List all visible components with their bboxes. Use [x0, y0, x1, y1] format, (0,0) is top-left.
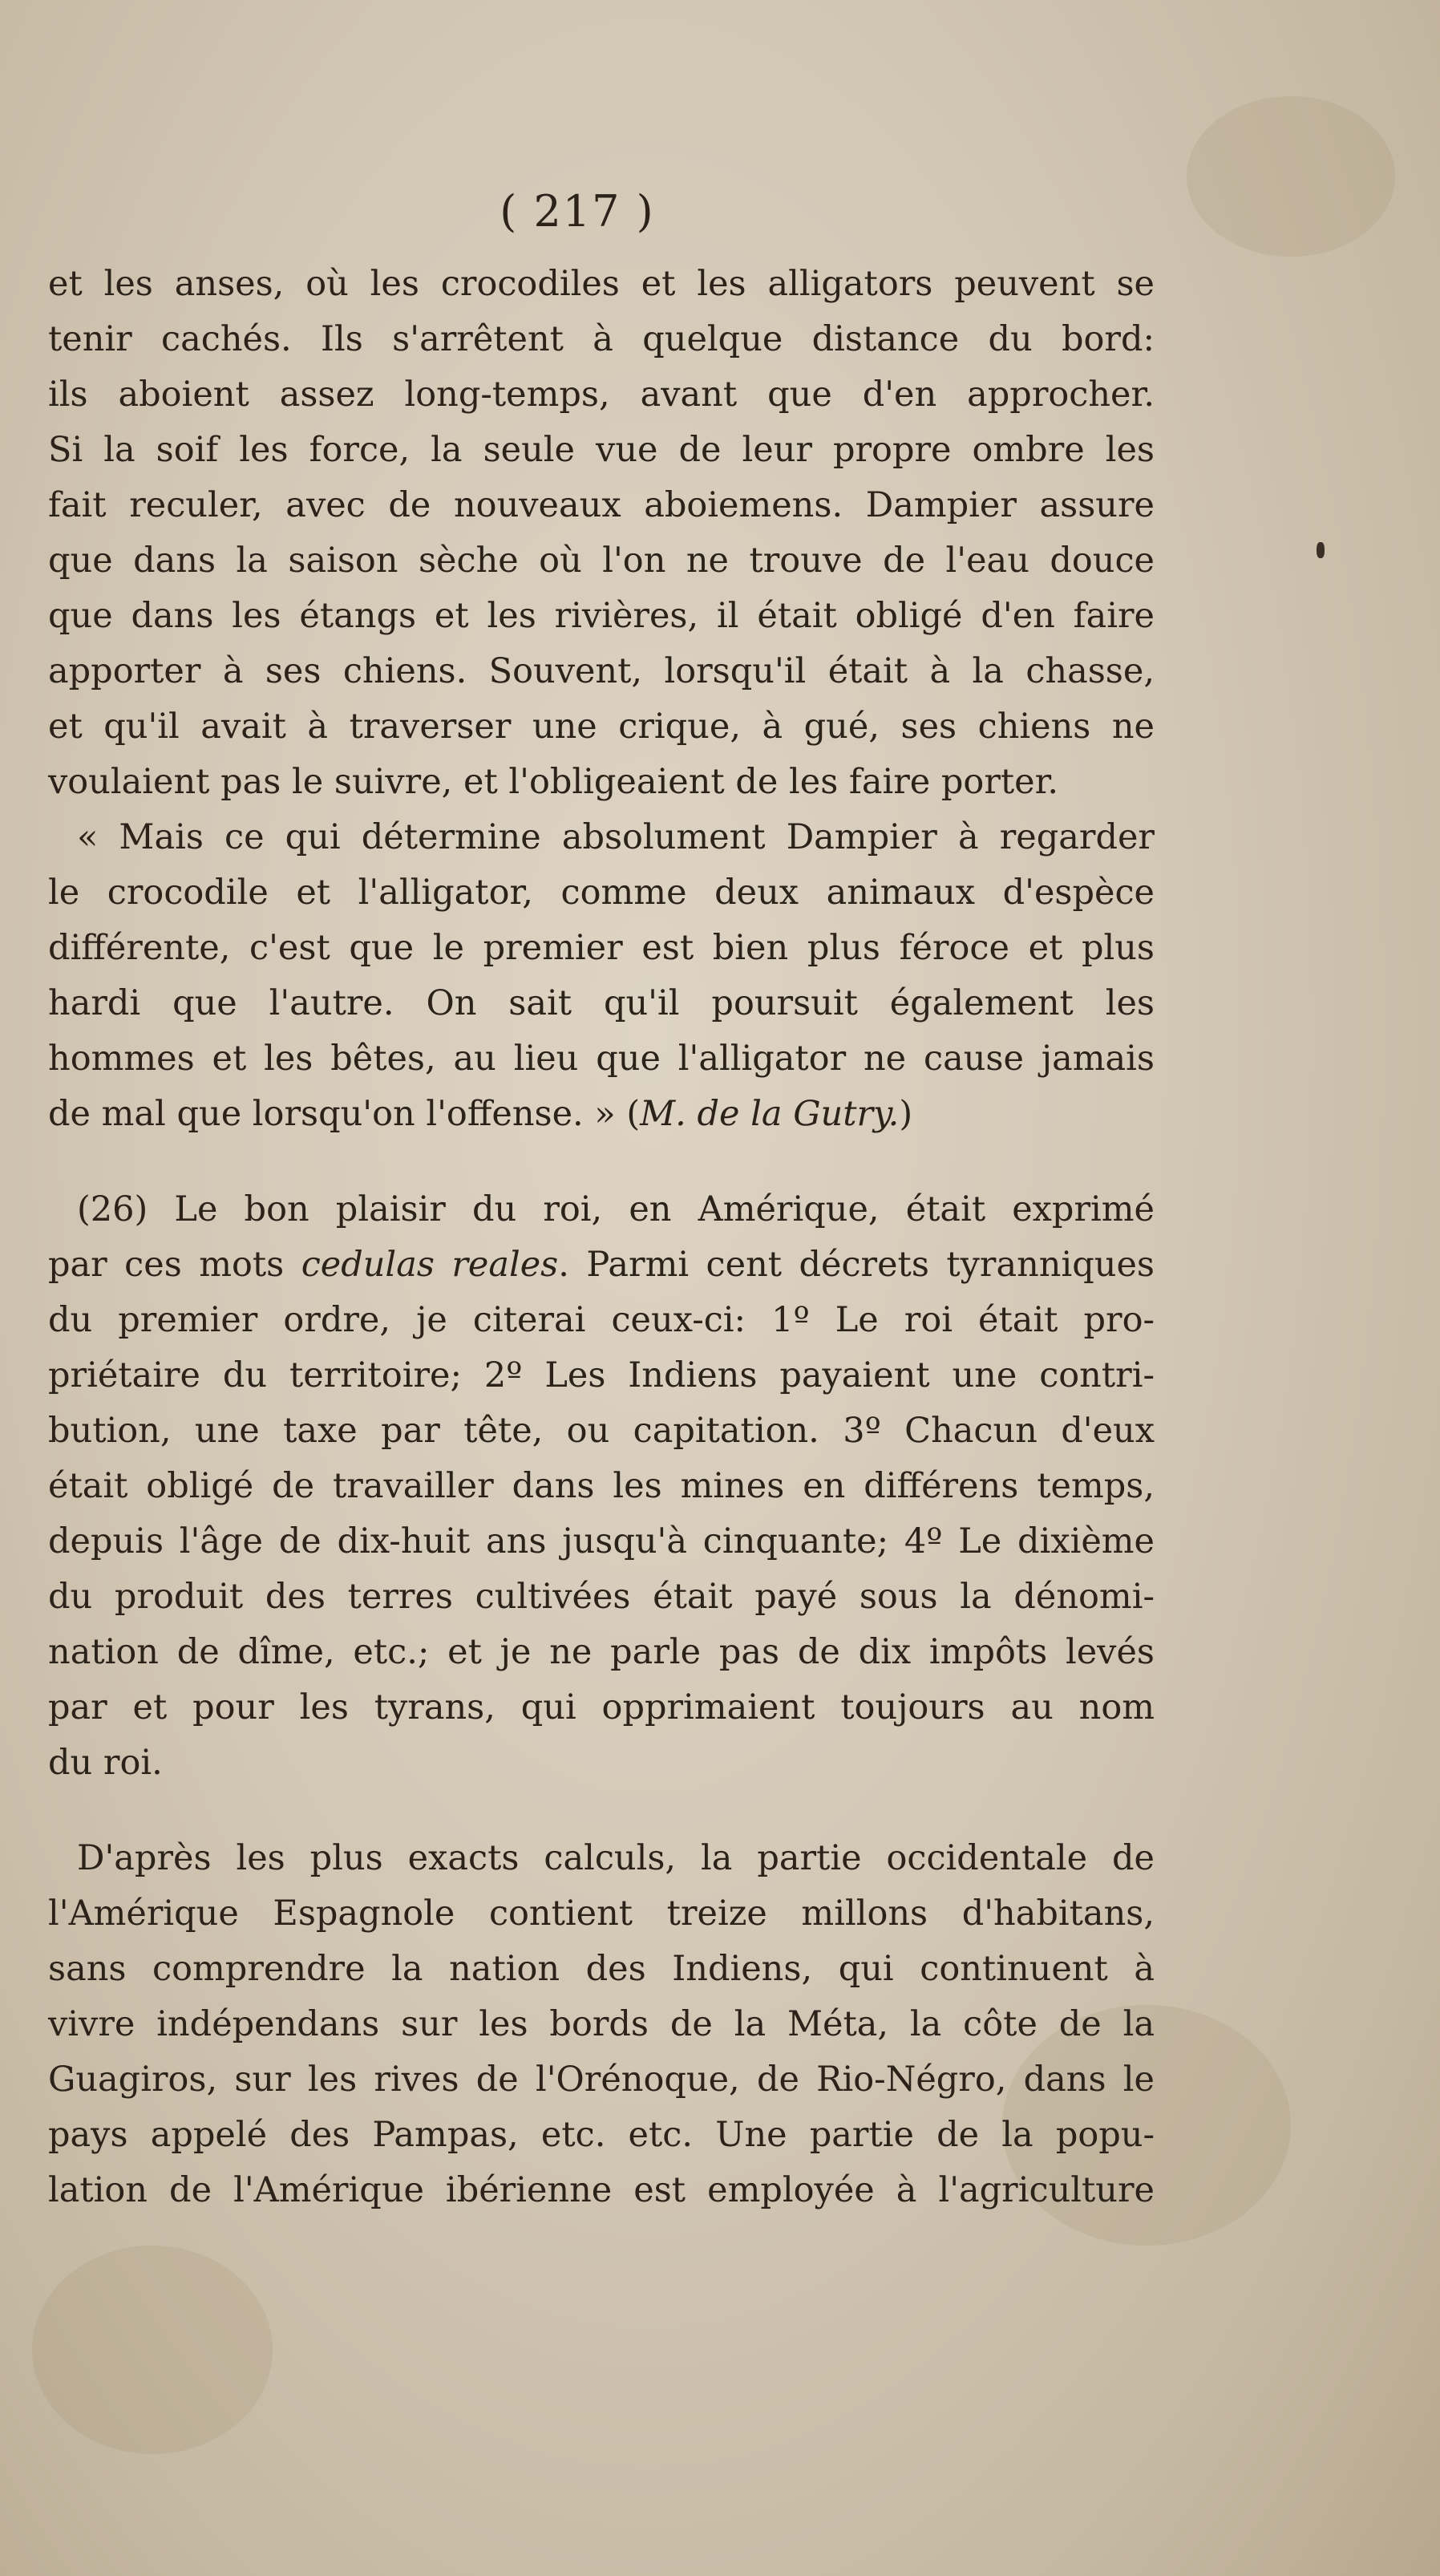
citation-author: M. de la Gutry.: [640, 1094, 900, 1134]
text-line: (26) Le bon plaisir du roi, en Amérique, était exprimé: [77, 1189, 1155, 1229]
line-text: par ces mots: [48, 1245, 301, 1285]
text-line: et qu'il avait à traverser une crique, à gué, ses chiens ne: [48, 707, 1155, 747]
paragraph-4: [48, 1831, 1155, 2218]
line-text: . Parmi cent décrets tyranniques: [558, 1245, 1155, 1285]
text-line: apporter à ses chiens. Souvent, lorsqu'il était à la chasse,: [48, 651, 1155, 691]
text-line: pays appelé des Pampas, etc. etc. Une partie de la popu-: [48, 2115, 1155, 2155]
text-line: Guagiros, sur les rives de l'Orénoque, de Rio-Négro, dans le: [48, 2060, 1155, 2100]
text-line: nation de dîme, etc.; et je ne parle pas de dix impôts levés: [48, 1632, 1155, 1672]
text-line: sans comprendre la nation des Indiens, qui continuent à: [48, 1949, 1155, 1989]
text-line: tenir cachés. Ils s'arrêtent à quelque distance du bord:: [48, 319, 1155, 359]
line-text: de mal que lorsqu'on l'offense. » (: [48, 1094, 641, 1134]
body-text: [48, 257, 1155, 2218]
text-line: voulaient pas le suivre, et l'obligeaient de les faire porter.: [48, 762, 1059, 802]
text-line: Si la soif les force, la seule vue de leur propre ombre les: [48, 430, 1155, 470]
text-line: bution, une taxe par tête, ou capitation. 3º Chacun d'eux: [48, 1411, 1155, 1451]
text-line: du roi.: [48, 1743, 163, 1783]
text-line: que dans la saison sèche où l'on ne trouve de l'eau douce: [48, 541, 1155, 581]
text-line: lation de l'Amérique ibérienne est employée à l'agriculture: [48, 2170, 1155, 2210]
italic-term: cedulas reales: [301, 1245, 559, 1285]
text-line: et les anses, où les crocodiles et les alligators peuvent se: [48, 264, 1155, 304]
text-line: par et pour les tyrans, qui opprimaient toujours au nom: [48, 1687, 1155, 1727]
paragraph-1: [48, 257, 1155, 810]
text-line: « Mais ce qui détermine absolument Dampier à regarder: [77, 817, 1155, 857]
page-number: ( 217 ): [500, 186, 655, 237]
paragraph-2: [48, 810, 1155, 1142]
text-line: le crocodile et l'alligator, comme deux animaux d'espèce: [48, 873, 1155, 913]
text-line: [48, 1087, 1155, 1142]
text-line: priétaire du territoire; 2º Les Indiens payaient une contri-: [48, 1355, 1155, 1395]
text-line: fait reculer, avec de nouveaux aboiemens. Dampier assure: [48, 485, 1155, 525]
text-line: que dans les étangs et les rivières, il était obligé d'en faire: [48, 596, 1155, 636]
text-line: ils aboient assez long-temps, avant que d'en approcher.: [48, 375, 1155, 415]
paragraph-3-note-26: [48, 1182, 1155, 1791]
text-line: était obligé de travailler dans les mines en différens temps,: [48, 1466, 1155, 1506]
text-line: depuis l'âge de dix-huit ans jusqu'à cinquante; 4º Le dixième: [48, 1521, 1155, 1561]
text-line: du produit des terres cultivées était payé sous la dénomi-: [48, 1577, 1155, 1617]
text-line: D'après les plus exacts calculs, la partie occidentale de: [77, 1838, 1155, 1878]
text-line: vivre indépendans sur les bords de la Méta, la côte de la: [48, 2004, 1155, 2044]
text-line: [48, 1237, 1155, 1293]
text-line: hardi que l'autre. On sait qu'il poursuit également les: [48, 983, 1155, 1023]
text-line: l'Amérique Espagnole contient treize millons d'habitans,: [48, 1894, 1155, 1934]
text-line: du premier ordre, je citerai ceux-ci: 1º Le roi était pro-: [48, 1300, 1155, 1340]
citation-close: ): [899, 1094, 913, 1134]
text-line: différente, c'est que le premier est bien plus féroce et plus: [48, 928, 1155, 968]
ink-blot: [1317, 542, 1325, 558]
text-line: hommes et les bêtes, au lieu que l'alligator ne cause jamais: [48, 1039, 1155, 1079]
